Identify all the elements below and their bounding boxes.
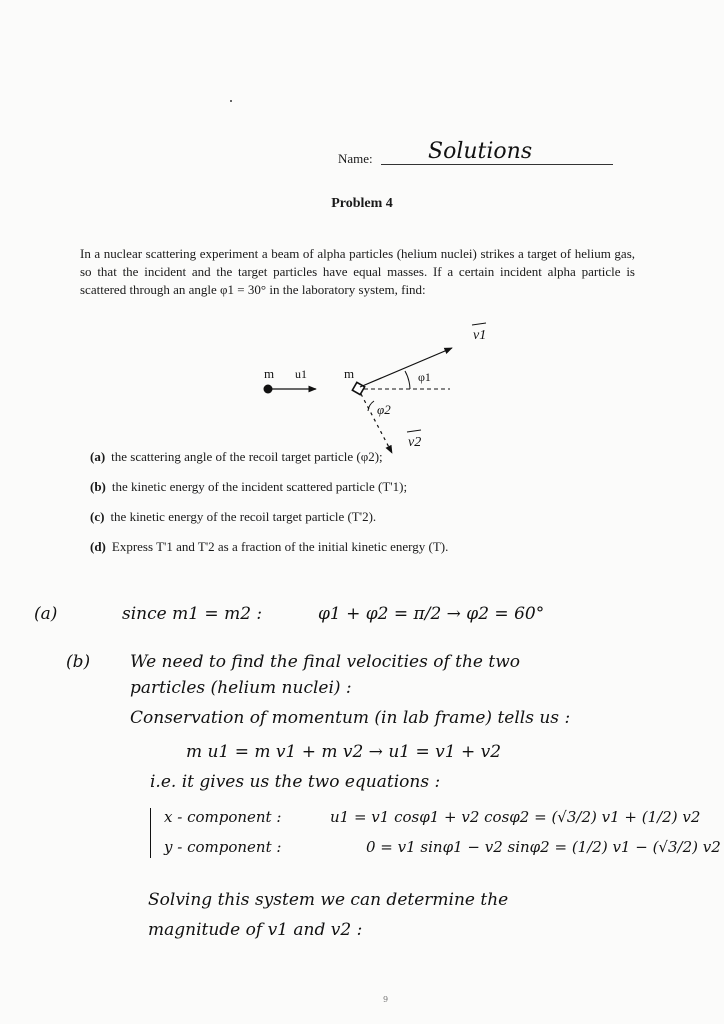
part-d-label: (d) — [90, 539, 106, 554]
v1-vector-bar — [472, 323, 486, 325]
part-b-text: the kinetic energy of the incident scattered particle (T'1); — [111, 479, 408, 494]
part-c-label: (c) — [90, 509, 105, 524]
phi1-arc — [405, 371, 410, 389]
solution-a-label: (a) — [34, 604, 58, 624]
v1-label: v1 — [473, 328, 487, 343]
target-mass-label: m — [344, 366, 355, 381]
y-component-equation: 0 = v1 sinφ1 − v2 sinφ2 = (1/2) v1 − (√3/2) v2 — [366, 838, 721, 856]
y-component-label: y - component : — [164, 838, 282, 856]
question-parts — [90, 446, 650, 566]
solution-a-equation: φ1 + φ2 = π/2 → φ2 = 60° — [318, 604, 545, 624]
solution-b-label: (b) — [66, 652, 91, 672]
target-particle — [352, 382, 364, 394]
page-number: 9 — [383, 995, 389, 1004]
momentum-vector-equation: m u1 = m v1 + m v2 → u1 = v1 + v2 — [186, 742, 502, 762]
problem-statement: In a nuclear scattering experiment a beam of alpha particles (helium nuclei) strikes a target of helium gas, so that the incident and the target particles have equal masses. If a certain incident alpha particle is scattered through an angle φ1 = 30° in the laboratory system, find: — [80, 246, 635, 297]
incident-velocity-label: u1 — [295, 367, 307, 381]
part-a — [90, 446, 650, 476]
part-c — [90, 506, 650, 536]
v2-label: v2 — [408, 435, 422, 450]
scattering-diagram-svg — [240, 315, 520, 455]
part-b-label: (b) — [90, 479, 106, 494]
x-component-equation: u1 = v1 cosφ1 + v2 cosφ2 = (√3/2) v1 + (1/2) v2 — [330, 808, 701, 826]
v2-vector-bar — [407, 430, 421, 432]
x-component-label: x - component : — [164, 808, 282, 826]
v1-arrow — [360, 348, 452, 387]
part-c-text: the kinetic energy of the recoil target particle (T'2). — [110, 509, 377, 524]
phi2-arc — [368, 401, 374, 411]
solution-b-line1: We need to find the final velocities of the two — [130, 652, 521, 672]
solution-a-text: since m1 = m2 : — [122, 604, 263, 624]
equation-system-brace — [150, 808, 159, 858]
solution-b-line2: particles (helium nuclei) : — [130, 678, 352, 698]
incident-mass-label: m — [264, 366, 275, 381]
solution-b-line5: i.e. it gives us the two equations : — [150, 772, 441, 792]
incident-particle — [264, 385, 273, 394]
part-a-text: the scattering angle of the recoil target particle (φ2); — [111, 449, 383, 464]
part-b — [90, 476, 650, 506]
phi1-label: φ1 — [418, 370, 431, 384]
name-label: Name: — [338, 151, 373, 166]
name-field — [338, 139, 613, 169]
part-d-text: Express T'1 and T'2 as a fraction of the initial kinetic energy (T). — [111, 539, 449, 554]
solution-b-line6: Solving this system we can determine the — [148, 890, 509, 910]
phi2-label: φ2 — [377, 402, 391, 417]
scattering-diagram — [240, 315, 520, 455]
problem-title: Problem 4 — [331, 196, 393, 211]
solution-b-line7: magnitude of v1 and v2 : — [148, 920, 363, 940]
stray-mark — [230, 100, 232, 102]
part-a-label: (a) — [90, 449, 106, 464]
part-d — [90, 536, 650, 566]
name-underline — [381, 164, 613, 165]
name-value-handwritten: Solutions — [428, 139, 533, 164]
solution-b-line3: Conservation of momentum (in lab frame) tells us : — [130, 708, 571, 728]
